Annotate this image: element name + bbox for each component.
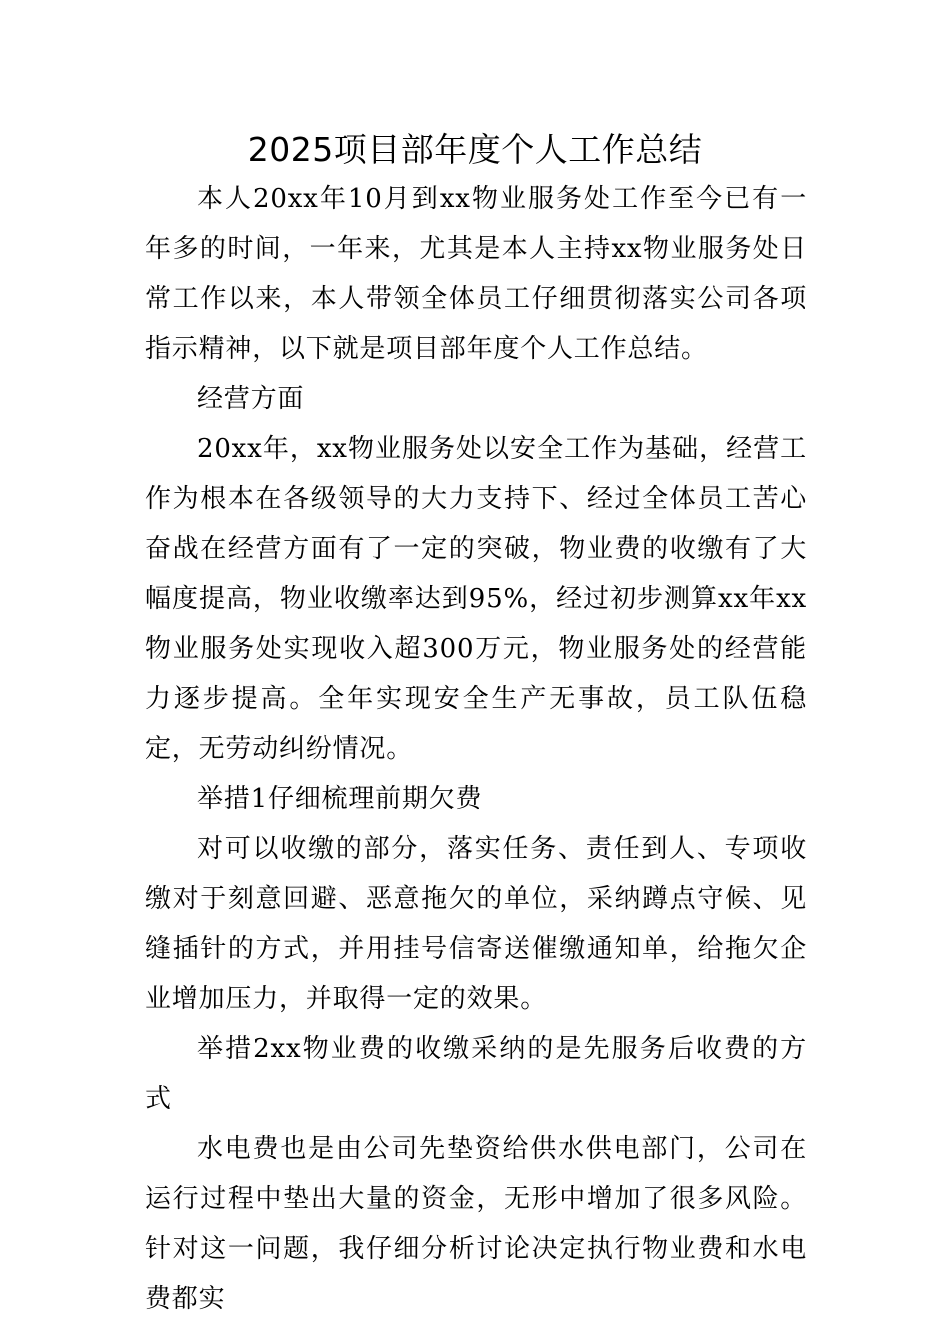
section-heading-operations: 经营方面 — [197, 384, 305, 414]
document-title: 2025项目部年度个人工作总结 — [247, 130, 703, 169]
section-heading-measure-2: 举措2xx物业费的收缴采纳的是先服务后收费的方式 — [145, 1034, 807, 1114]
paragraph-measure-1: 对可以收缴的部分，落实任务、责任到人、专项收缴对于刻意回避、恶意拖欠的单位，采纳蹲点守候、见缝插针的方式，并用挂号信寄送催缴通知单，给拖欠企业增加压力，并取得一定的效果。 — [145, 834, 807, 1014]
section-heading-measure-1: 举措1仔细梳理前期欠费 — [197, 784, 483, 814]
paragraph-operations: 20xx年，xx物业服务处以安全工作为基础，经营工作为根本在各级领导的大力支持下、经过全体员工苦心奋战在经营方面有了一定的突破，物业费的收缴有了大幅度提高，物业收缴率达到95%，经过初步测算xx年xx物业服务处实现收入超300万元，物业服务处的经营能力逐步提高。全年实现安全生产无事故，员工队伍稳定，无劳动纠纷情况。 — [145, 434, 807, 764]
document-body — [145, 174, 807, 1324]
paragraph-intro: 本人20xx年10月到xx物业服务处工作至今已有一年多的时间，一年来，尤其是本人主持xx物业服务处日常工作以来，本人带领全体员工仔细贯彻落实公司各项指示精神，以下就是项目部年度个人工作总结。 — [145, 184, 807, 364]
paragraph-measure-2: 水电费也是由公司先垫资给供水供电部门，公司在运行过程中垫出大量的资金，无形中增加了很多风险。针对这一问题，我仔细分析讨论决定执行物业费和水电费都实 — [145, 1134, 807, 1314]
